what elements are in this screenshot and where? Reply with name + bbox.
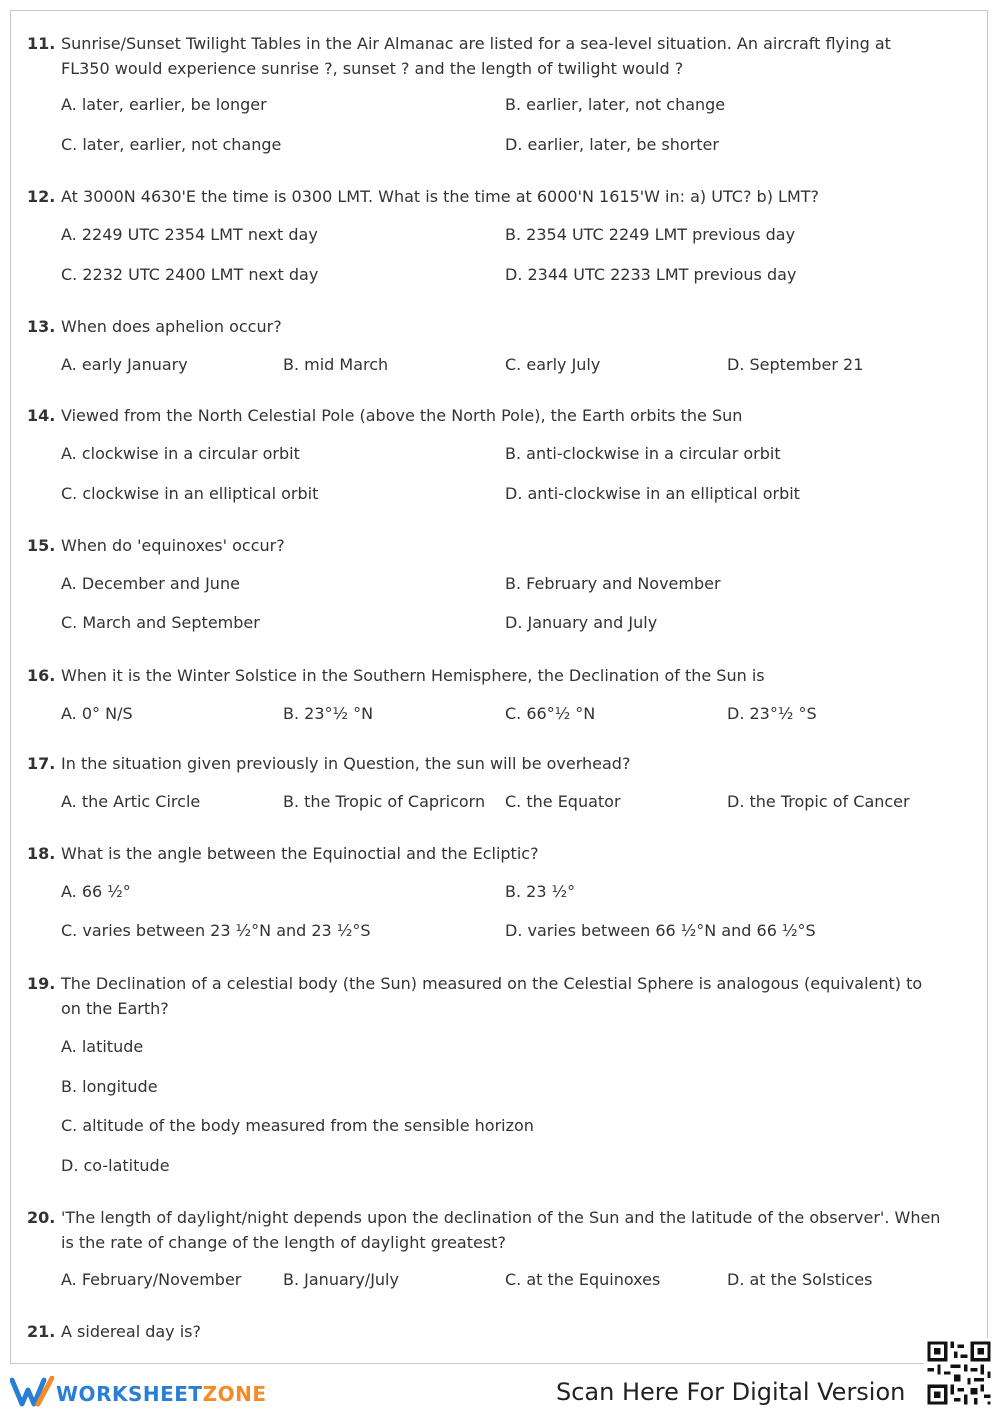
option-a: A. latitude: [61, 1037, 144, 1056]
question-number: 21.: [27, 1322, 56, 1341]
question-number: 13.: [27, 317, 56, 336]
worksheetzone-logo-icon: [10, 1376, 54, 1408]
question-16: [11, 663, 989, 730]
option-a: A. 66 ½°: [61, 882, 131, 901]
option-b: B. February and November: [505, 574, 721, 593]
question-number: 12.: [27, 187, 56, 206]
option-d: D. the Tropic of Cancer: [727, 792, 910, 811]
question-text: When do 'equinoxes' occur?: [61, 536, 285, 555]
option-a: A. February/November: [61, 1270, 242, 1289]
scan-caption: Scan Here For Digital Version: [556, 1378, 906, 1406]
question-21: [11, 1319, 989, 1344]
option-c: C. clockwise in an elliptical orbit: [61, 484, 319, 503]
question-text: A sidereal day is?: [61, 1322, 202, 1341]
option-d: D. September 21: [727, 355, 864, 374]
option-a: A. the Artic Circle: [61, 792, 201, 811]
question-number: 11.: [27, 34, 56, 53]
option-c: C. early July: [505, 355, 601, 374]
option-c: C. March and September: [61, 613, 260, 632]
option-c: C. 66°½ °N: [505, 704, 596, 723]
option-c: C. varies between 23 ½°N and 23 ½°S: [61, 921, 371, 940]
question-number: 15.: [27, 536, 56, 555]
option-b: B. anti-clockwise in a circular orbit: [505, 444, 781, 463]
page-footer: [0, 1368, 1000, 1414]
question-13: [11, 314, 989, 381]
qr-code-icon[interactable]: [924, 1338, 994, 1408]
question-text: What is the angle between the Equinoctial and the Ecliptic?: [61, 844, 539, 863]
worksheet-page: [10, 10, 988, 1364]
question-text: When does aphelion occur?: [61, 317, 282, 336]
option-d: D. earlier, later, be shorter: [505, 135, 719, 154]
question-18: [11, 841, 989, 946]
brand-worksheet: WORKSHEET: [56, 1382, 203, 1406]
option-a: A. 0° N/S: [61, 704, 133, 723]
question-12: [11, 184, 989, 289]
question-text: Viewed from the North Celestial Pole (above the North Pole), the Earth orbits the Sun: [61, 406, 743, 425]
option-c: C. the Equator: [505, 792, 621, 811]
option-b: B. January/July: [283, 1270, 399, 1289]
option-a: A. early January: [61, 355, 188, 374]
option-d: D. anti-clockwise in an elliptical orbit: [505, 484, 800, 503]
option-b: B. mid March: [283, 355, 389, 374]
option-d: D. January and July: [505, 613, 658, 632]
question-text: When it is the Winter Solstice in the Southern Hemisphere, the Declination of the Sun is: [61, 666, 765, 685]
question-text: At 3000N 4630'E the time is 0300 LMT. What is the time at 6000'N 1615'W in: a) UTC? b) LMT?: [61, 187, 820, 206]
brand-name[interactable]: [56, 1382, 266, 1406]
option-a: A. later, earlier, be longer: [61, 95, 267, 114]
option-a: A. clockwise in a circular orbit: [61, 444, 300, 463]
brand-zone: ZONE: [202, 1382, 267, 1406]
option-d: D. varies between 66 ½°N and 66 ½°S: [505, 921, 816, 940]
option-a: A. 2249 UTC 2354 LMT next day: [61, 225, 318, 244]
option-d: D. 2344 UTC 2233 LMT previous day: [505, 265, 797, 284]
question-number: 17.: [27, 754, 56, 773]
question-15: [11, 533, 989, 638]
option-c: C. later, earlier, not change: [61, 135, 282, 154]
option-b: B. 2354 UTC 2249 LMT previous day: [505, 225, 796, 244]
question-number: 18.: [27, 844, 56, 863]
question-text: 'The length of daylight/night depends upon the declination of the Sun and the latitude of the observer'. When is the rate of change of the length of daylight greatest?: [61, 1208, 941, 1252]
question-20: [11, 1205, 989, 1297]
question-number: 20.: [27, 1208, 56, 1227]
option-c: C. 2232 UTC 2400 LMT next day: [61, 265, 319, 284]
option-b: B. 23°½ °N: [283, 704, 374, 723]
option-c: C. altitude of the body measured from the sensible horizon: [61, 1116, 534, 1135]
question-14: [11, 403, 989, 508]
option-b: B. the Tropic of Capricorn: [283, 792, 486, 811]
option-d: D. 23°½ °S: [727, 704, 817, 723]
option-a: A. December and June: [61, 574, 240, 593]
question-number: 19.: [27, 974, 56, 993]
option-d: D. at the Solstices: [727, 1270, 873, 1289]
option-b: B. longitude: [61, 1077, 158, 1096]
question-11: [11, 31, 989, 161]
option-c: C. at the Equinoxes: [505, 1270, 661, 1289]
question-text: Sunrise/Sunset Twilight Tables in the Air Almanac are listed for a sea-level situation. An aircraft flying at FL350 would experience sunrise ?, sunset ? and the length of twilight would ?: [61, 34, 891, 78]
question-number: 14.: [27, 406, 56, 425]
question-17: [11, 751, 989, 818]
question-text: The Declination of a celestial body (the Sun) measured on the Celestial Sphere is analogous (equivalent) to on the Earth?: [61, 974, 923, 1018]
question-19: [11, 971, 989, 1183]
question-number: 16.: [27, 666, 56, 685]
option-d: D. co-latitude: [61, 1156, 170, 1175]
question-text: In the situation given previously in Question, the sun will be overhead?: [61, 754, 631, 773]
option-b: B. earlier, later, not change: [505, 95, 726, 114]
option-b: B. 23 ½°: [505, 882, 576, 901]
